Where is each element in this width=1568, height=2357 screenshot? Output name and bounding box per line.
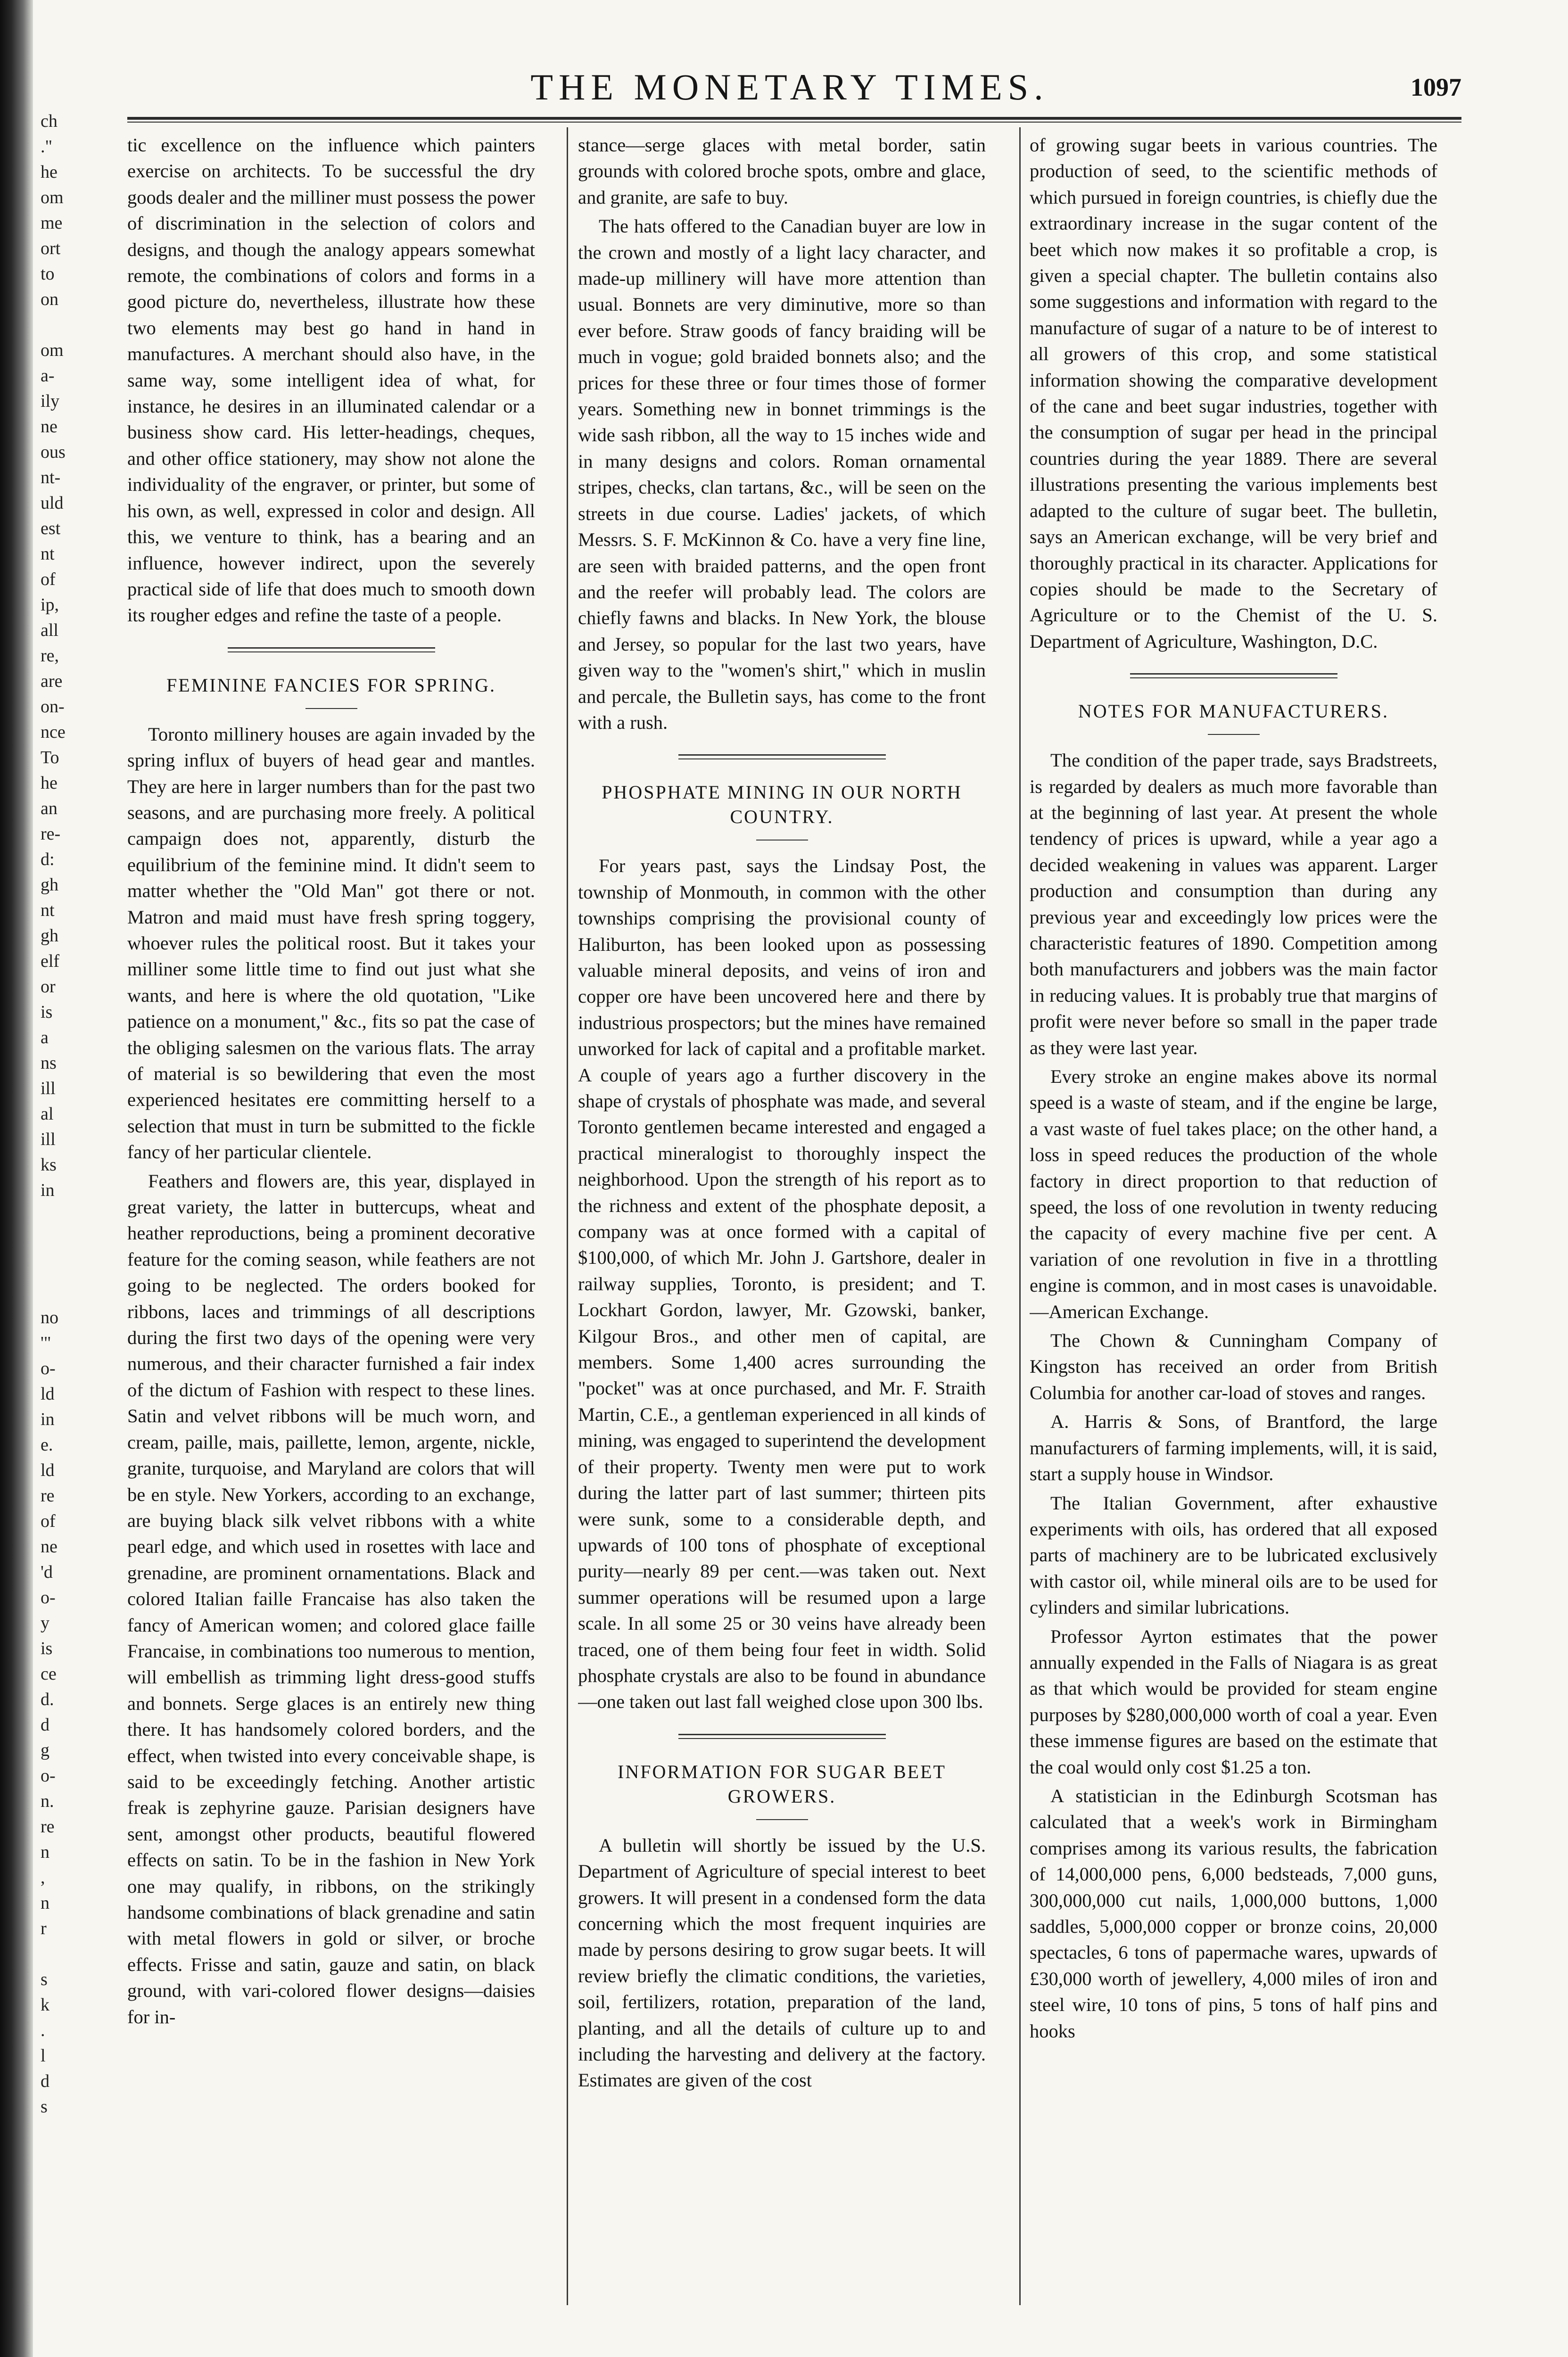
article-paragraph: A statistician in the Edinburgh Scotsman has calculated that a week's work in Birmingham comprises among its various results, the fabrication of 14,000,000 pens, 6,000 bedsteads, 7,000 guns, 300,000,000 cut nails, 1,000,000 buttons, 1,000 saddles, 5,000,000 copper or bronze coins, 20,000 spectacles, 6 tons of papermache wares, upwards of £30,000 worth of jewellery, 4,000 miles of iron and steel wire, 10 tons of pins, 5 tons of half pins and hooks	[1030, 1785, 1437, 2042]
article-paragraph: For years past, says the Lindsay Post, the township of Monmouth, in common with the other townships comprising the provisional county of Haliburton, has been looked upon as possessing valuable mineral deposits, and veins of iron and copper ore have been uncovered here and there by industrious prospectors; but the mines have remained unworked for lack of capital and a profitable market. A couple of years ago a further discovery in the shape of crystals of phosphate was made, and several Toronto gentlemen became interested and engaged a practical mineralogist to thoroughly inspect the neighborhood. Upon the strength of his report as to the richness and extent of the phosphate deposit, a company was at once formed with a capital of $100,000, of which Mr. John J. Gartshore, dealer in railway supplies, Toronto, is president; and T. Lockhart Gordon, lawyer, Mr. Gzowski, banker, Kilgour Bros., and other men of capital, are members. Some 1,400 acres surrounding the "pocket" was at once purchased, and Mr. F. Straith Martin, C.E., a gentleman experienced in all kinds of mining, was engaged to superintend the development of their property. Twenty men were put to work during the latter part of last summer; thirteen pits were sunk, some to a considerable depth, and upwards of 100 tons of phosphate of exceptional purity—nearly 89 per cent.—was taken out. Next summer operations will be resumed upon a large scale. In all some 25 or 30 veins have already been traced, one of them being four feet in width. Solid phosphate crystals are also to be found in abundance—one taken out last fall weighed close upon 300 lbs.	[578, 855, 986, 1713]
article-paragraph: The condition of the paper trade, says Bradstreets, is regarded by dealers as much more favorable than at the beginning of last year. At present the whole tendency of prices is upward, while a year ago a decided weakening in values was apparent. Larger production and consumption than during any previous year and exceedingly low prices were the characteristic features of 1890. Competition among both manufacturers and jobbers was the main factor in reducing values. It is probably true that margins of profit were never before so small in the paper trade as they were last year.	[1030, 750, 1437, 1058]
column-divider-1	[567, 127, 568, 2305]
section-heading-notes-manufacturers: NOTES FOR MANUFACTURERS.	[1078, 701, 1389, 722]
article-paragraph: A bulletin will shortly be issued by the U.S. Department of Agriculture of special interest to beet growers. It will present in a condensed form the data concerning which the most frequent inquiries are made by persons desiring to grow sugar beets. It will review briefly the climatic conditions, the varieties, soil, fertilizers, rotation, preparation of the land, planting, and all the details of culture up to and including the harvesting and delivery at the factory. Estimates are given of the cost	[578, 1834, 986, 2091]
heading-underline	[305, 708, 357, 709]
section-separator	[678, 1734, 886, 1739]
column-1	[127, 132, 535, 2348]
article-continuation: tic excellence on the influence which painters exercise on architects. To be successful the dry goods dealer and the milliner must possess the power of discrimination in the selection of colors and designs, and though the analogy appears somewhat remote, the combinations of colors and forms in a good picture do, nevertheless, illustrate how these two elements may best go hand in hand in manufactures. A merchant should also have, in the same way, some intelligent idea of what, for instance, he desires in an illuminated calendar or a business show card. His letter-headings, cheques, and other office stationery, may show not alone the individuality of the engraver, or printer, but some of his own, as well, expressed in color and design. All this, we venture to think, has a bearing and an influence, however indirect, upon the severely practical side of life that does much to smooth down its rougher edges and refine the taste of a people.	[127, 134, 535, 626]
column-2	[578, 132, 986, 2348]
article-continuation: of growing sugar beets in various countries. The production of seed, to the scientific methods of which pursued in foreign countries, is chiefly due the extraordinary increase in the sugar content of the beet which now makes it so profitable a crop, is given a special chapter. The bulletin contains also some suggestions and information with regard to the manufacture of sugar of a nature to be of interest to all growers of this crop, and some statistical information showing the comparative development of the cane and beet sugar industries, together with the consumption of sugar per head in the principal countries during the year 1889. There are several illustrations presenting the various implements best adapted to the culture of sugar beet. The bulletin, says an American exchange, will be very brief and thoroughly practical in its character. Applications for copies should be made to the Secretary of Agriculture or to the Chemist of the U. S. Department of Agriculture, Washington, D.C.	[1030, 134, 1437, 652]
column-divider-2	[1019, 127, 1021, 2305]
header-rule	[127, 117, 1461, 120]
heading-underline	[756, 840, 808, 841]
article-paragraph: Toronto millinery houses are again invaded by the spring influx of buyers of head gear and mantles. They are here in larger numbers than for the past two seasons, and are purchasing more freely. A political campaign does not, apparently, disturb the equilibrium of the feminine mind. It didn't seem to matter whether the "Old Man" got there or not. Matron and maid must have fresh spring toggery, whoever rules the political roost. But it takes your milliner some little time to find out just what she wants, and here is where the old quotation, "Like patience on a monument," &c., fits so pat the case of the obliging salesmen on the various flats. The array of material is so bewildering that even the most experienced hesitates ere committing herself to a selection that must in turn be submitted to the fickle fancy of her particular clientele.	[127, 723, 535, 1163]
header-rule-thin	[127, 122, 1461, 123]
page-number: 1097	[1411, 73, 1461, 101]
section-heading-phosphate-mining: PHOSPHATE MINING IN OUR NORTH COUNTRY.	[602, 782, 962, 828]
article-paragraph: The Chown & Cunningham Company of Kingston has received an order from British Columbia for another car-load of stoves and ranges.	[1030, 1330, 1437, 1403]
heading-underline	[1208, 734, 1260, 735]
article-continuation: stance—serge glaces with metal border, satin grounds with colored broche spots, ombre and glace, and granite, are safe to buy.	[578, 134, 986, 208]
article-paragraph: The Italian Government, after exhaustive experiments with oils, has ordered that all exposed parts of machinery are to be lubricated exclusively with castor oil, while mineral oils are to be used for cylinders and similar lubrications.	[1030, 1492, 1437, 1618]
article-paragraph: Feathers and flowers are, this year, displayed in great variety, the latter in buttercups, wheat and heather reproductions, being a prominent decorative feature for the coming season, while feathers are not going to be neglected. The orders booked for ribbons, laces and trimmings of all descriptions during the first two days of the opening were very numerous, and their character furnished a fair index of the dictum of Fashion with respect to these lines. Satin and velvet ribbons will be much worn, and cream, paille, mais, paillette, lemon, argente, nickle, granite, turquoise, and Maryland are colors that will be en style. New Yorkers, according to an exchange, are buying black silk velvet ribbons with a white pearl edge, and which used in rosettes with lace and grenadine, are prominent ornamentations. Black and colored Italian faille Francaise has also taken the fancy of American women; and colored glace faille Francaise, in combinations too numerous to mention, will embellish as trimming light dress-good stuffs and bonnets. Serge glaces is an entirely new thing there. It has handsomely colored borders, and the effect, when twisted into every conceivable shape, is said to be exceedingly fetching. Another artistic freak is zephyrine gauze. Parisian designers have sent, amongst other products, beautiful flowered effects on satin. To be in the fashion in New York one may qualify, in ribbons, on the strikingly handsome combinations of black grenadine and satin with metal flowers in gold or silver, or broche effects. Frisse and satin, gauze and satin, on black ground, with vari-colored flower designs—daisies for in-	[127, 1170, 535, 2027]
adjacent-page-fragments: ch ." he om me ort to on om a- ily ne ous nt- uld est nt of ip, all re, are on- nce To he an re- d: gh nt gh elf or is a ns ill al ill ks in no '" o- ld in e. ld re of ne 'd o- y is ce d. d g o- n. re n , n r s k . l d s	[41, 111, 66, 2117]
scan-binding-shadow	[0, 0, 33, 2357]
section-separator	[678, 754, 886, 759]
heading-underline	[756, 1819, 808, 1820]
section-separator	[1130, 673, 1337, 678]
column-3	[1030, 132, 1437, 2348]
article-paragraph: Every stroke an engine makes above its normal speed is a waste of steam, and if the engine be large, a vast waste of fuel takes place; on the other hand, a loss in speed reduces the production of the whole factory in direct proportion to that reduction of speed, the loss of one revolution in twenty reducing the capacity of every machine five per cent. A variation of one revolution in five in a throttling engine is common, and in most cases is unavoidable.—American Exchange.	[1030, 1066, 1437, 1322]
article-paragraph: A. Harris & Sons, of Brantford, the large manufacturers of farming implements, will, it is said, start a supply house in Windsor.	[1030, 1411, 1437, 1485]
section-separator	[228, 647, 435, 652]
section-heading-sugar-beet: INFORMATION FOR SUGAR BEET GROWERS.	[618, 1761, 946, 1807]
article-paragraph: The hats offered to the Canadian buyer are low in the crown and mostly of a light lacy character, and made-up millinery will have more attention than usual. Bonnets are very diminutive, more so than ever before. Straw goods of fancy braiding will be much in vogue; gold braided bonnets also; and the prices for these three or four times those of former years. Something new in bonnet trimmings is the wide sash ribbon, all the way to 15 inches wide and in many designs and colors. Roman ornamental stripes, checks, clan tartans, &c., will be seen on the streets in due course. Ladies' jackets, of which Messrs. S. F. McKinnon & Co. have a very fine line, are seen with braided patterns, and the open front and the reefer will probably lead. The colors are chiefly fawns and blacks. In New York, the blouse and Jersey, so popular for the last two years, have given way to the "women's shirt," which in muslin and percale, the Bulletin says, has come to the front with a rush.	[578, 215, 986, 733]
page-header	[118, 66, 1461, 123]
article-paragraph: Professor Ayrton estimates that the power annually expended in the Falls of Niagara is as great as that which would be provided for steam engine purposes by $280,000,000 worth of coal a year. Even these immense figures are based on the estimate that the coal would only cost $1.25 a ton.	[1030, 1625, 1437, 1778]
section-heading-feminine-fancies: FEMININE FANCIES FOR SPRING.	[166, 674, 496, 696]
masthead-title: THE MONETARY TIMES.	[530, 66, 1049, 107]
